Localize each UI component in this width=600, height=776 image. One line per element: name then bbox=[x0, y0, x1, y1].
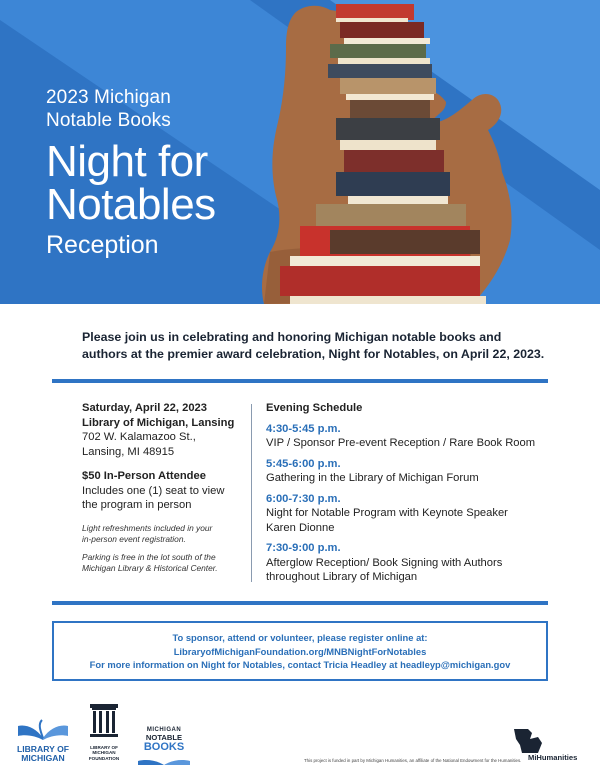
intro-line1: Please join us in celebrating and honoring Michigan notable books and bbox=[82, 330, 502, 344]
hero-banner bbox=[0, 0, 600, 304]
ticket-desc-line2: the program in person bbox=[82, 499, 192, 511]
schedule-heading: Evening Schedule bbox=[266, 402, 363, 414]
building-columns-icon bbox=[82, 700, 126, 740]
note-parking-line2: Michigan Library & Historical Center. bbox=[82, 563, 218, 573]
lom-line1: LIBRARY OF bbox=[16, 744, 70, 754]
library-of-michigan-foundation-logo bbox=[82, 700, 126, 761]
schedule-desc: Afterglow Reception/ Book Signing with Authors bbox=[266, 556, 503, 569]
note-parking-line1: Parking is free in the lot south of the bbox=[82, 551, 216, 562]
divider-top bbox=[52, 379, 548, 383]
schedule-time: 6:00-7:30 p.m. bbox=[266, 492, 341, 505]
intro-paragraph bbox=[82, 329, 562, 363]
lomf-line1: LIBRARY OF bbox=[90, 745, 118, 750]
mnb-line1: MICHIGAN bbox=[146, 727, 182, 733]
register-box bbox=[52, 621, 548, 681]
schedule-column bbox=[266, 401, 556, 585]
address-line2: Lansing, MI 48915 bbox=[82, 445, 175, 458]
schedule-desc: VIP / Sponsor Pre-event Reception / Rare Book Room bbox=[266, 437, 536, 449]
mih-name: MiHumanities bbox=[528, 753, 578, 762]
hero-title-line2: Notables bbox=[46, 180, 216, 229]
lomf-line3: FOUNDATION bbox=[88, 755, 120, 761]
lom-line2: MICHIGAN bbox=[21, 753, 65, 763]
hero-subtitle-line1: 2023 Michigan bbox=[46, 87, 171, 108]
address-line1: 702 W. Kalamazoo St., bbox=[82, 431, 196, 443]
open-book-icon bbox=[134, 758, 194, 766]
schedule-desc: throughout Library of Michigan bbox=[266, 571, 418, 583]
event-info-column bbox=[82, 401, 252, 575]
library-of-michigan-logo bbox=[14, 718, 72, 763]
contact-line[interactable]: For more information on Night for Notables, contact Tricia Headley at headleyp@michigan.gov bbox=[89, 659, 511, 670]
schedule-desc: Gathering in the Library of Michigan Forum bbox=[266, 472, 479, 484]
divider-bottom bbox=[52, 601, 548, 605]
note-refreshments-line1: Light refreshments included in your bbox=[82, 522, 213, 533]
register-line1: To sponsor, attend or volunteer, please register online at: bbox=[172, 632, 428, 643]
hero-reception: Reception bbox=[46, 231, 159, 259]
open-book-icon bbox=[14, 718, 72, 740]
mnb-line2: NOTABLE bbox=[145, 733, 183, 742]
lomf-line2: MICHIGAN bbox=[92, 750, 116, 756]
column-divider bbox=[251, 404, 252, 582]
register-url-link[interactable]: LibraryofMichiganFoundation.org/MNBNightForNotables bbox=[173, 645, 427, 657]
note-refreshments-line2: in-person event registration. bbox=[82, 534, 186, 544]
funding-credit: This project is funded in part by Michigan Humanities, an affiliate of the National Endowment for the Humanities. bbox=[304, 758, 522, 763]
hero-title-line1: Night for bbox=[46, 137, 208, 186]
michigan-notable-books-logo bbox=[134, 727, 194, 771]
hero-heading-block bbox=[46, 86, 216, 260]
schedule-time: 7:30-9:00 p.m. bbox=[266, 542, 341, 554]
intro-line2: authors at the premier award celebration, Night for Notables, on April 22, 2023. bbox=[82, 347, 545, 361]
schedule-time: 5:45-6:00 p.m. bbox=[266, 457, 341, 470]
hero-subtitle-line2: Notable Books bbox=[46, 110, 171, 131]
michigan-map-icon bbox=[508, 727, 548, 755]
mnb-line3: BOOKS bbox=[143, 741, 185, 753]
event-venue: Library of Michigan, Lansing bbox=[82, 416, 235, 429]
event-date: Saturday, April 22, 2023 bbox=[82, 402, 207, 414]
ticket-desc-line1: Includes one (1) seat to view bbox=[82, 484, 225, 497]
schedule-desc: Night for Notable Program with Keynote Speaker bbox=[266, 507, 508, 519]
schedule-time: 4:30-5:45 p.m. bbox=[266, 422, 341, 435]
schedule-desc: Karen Dionne bbox=[266, 521, 335, 534]
ticket-title: $50 In-Person Attendee bbox=[82, 470, 206, 482]
